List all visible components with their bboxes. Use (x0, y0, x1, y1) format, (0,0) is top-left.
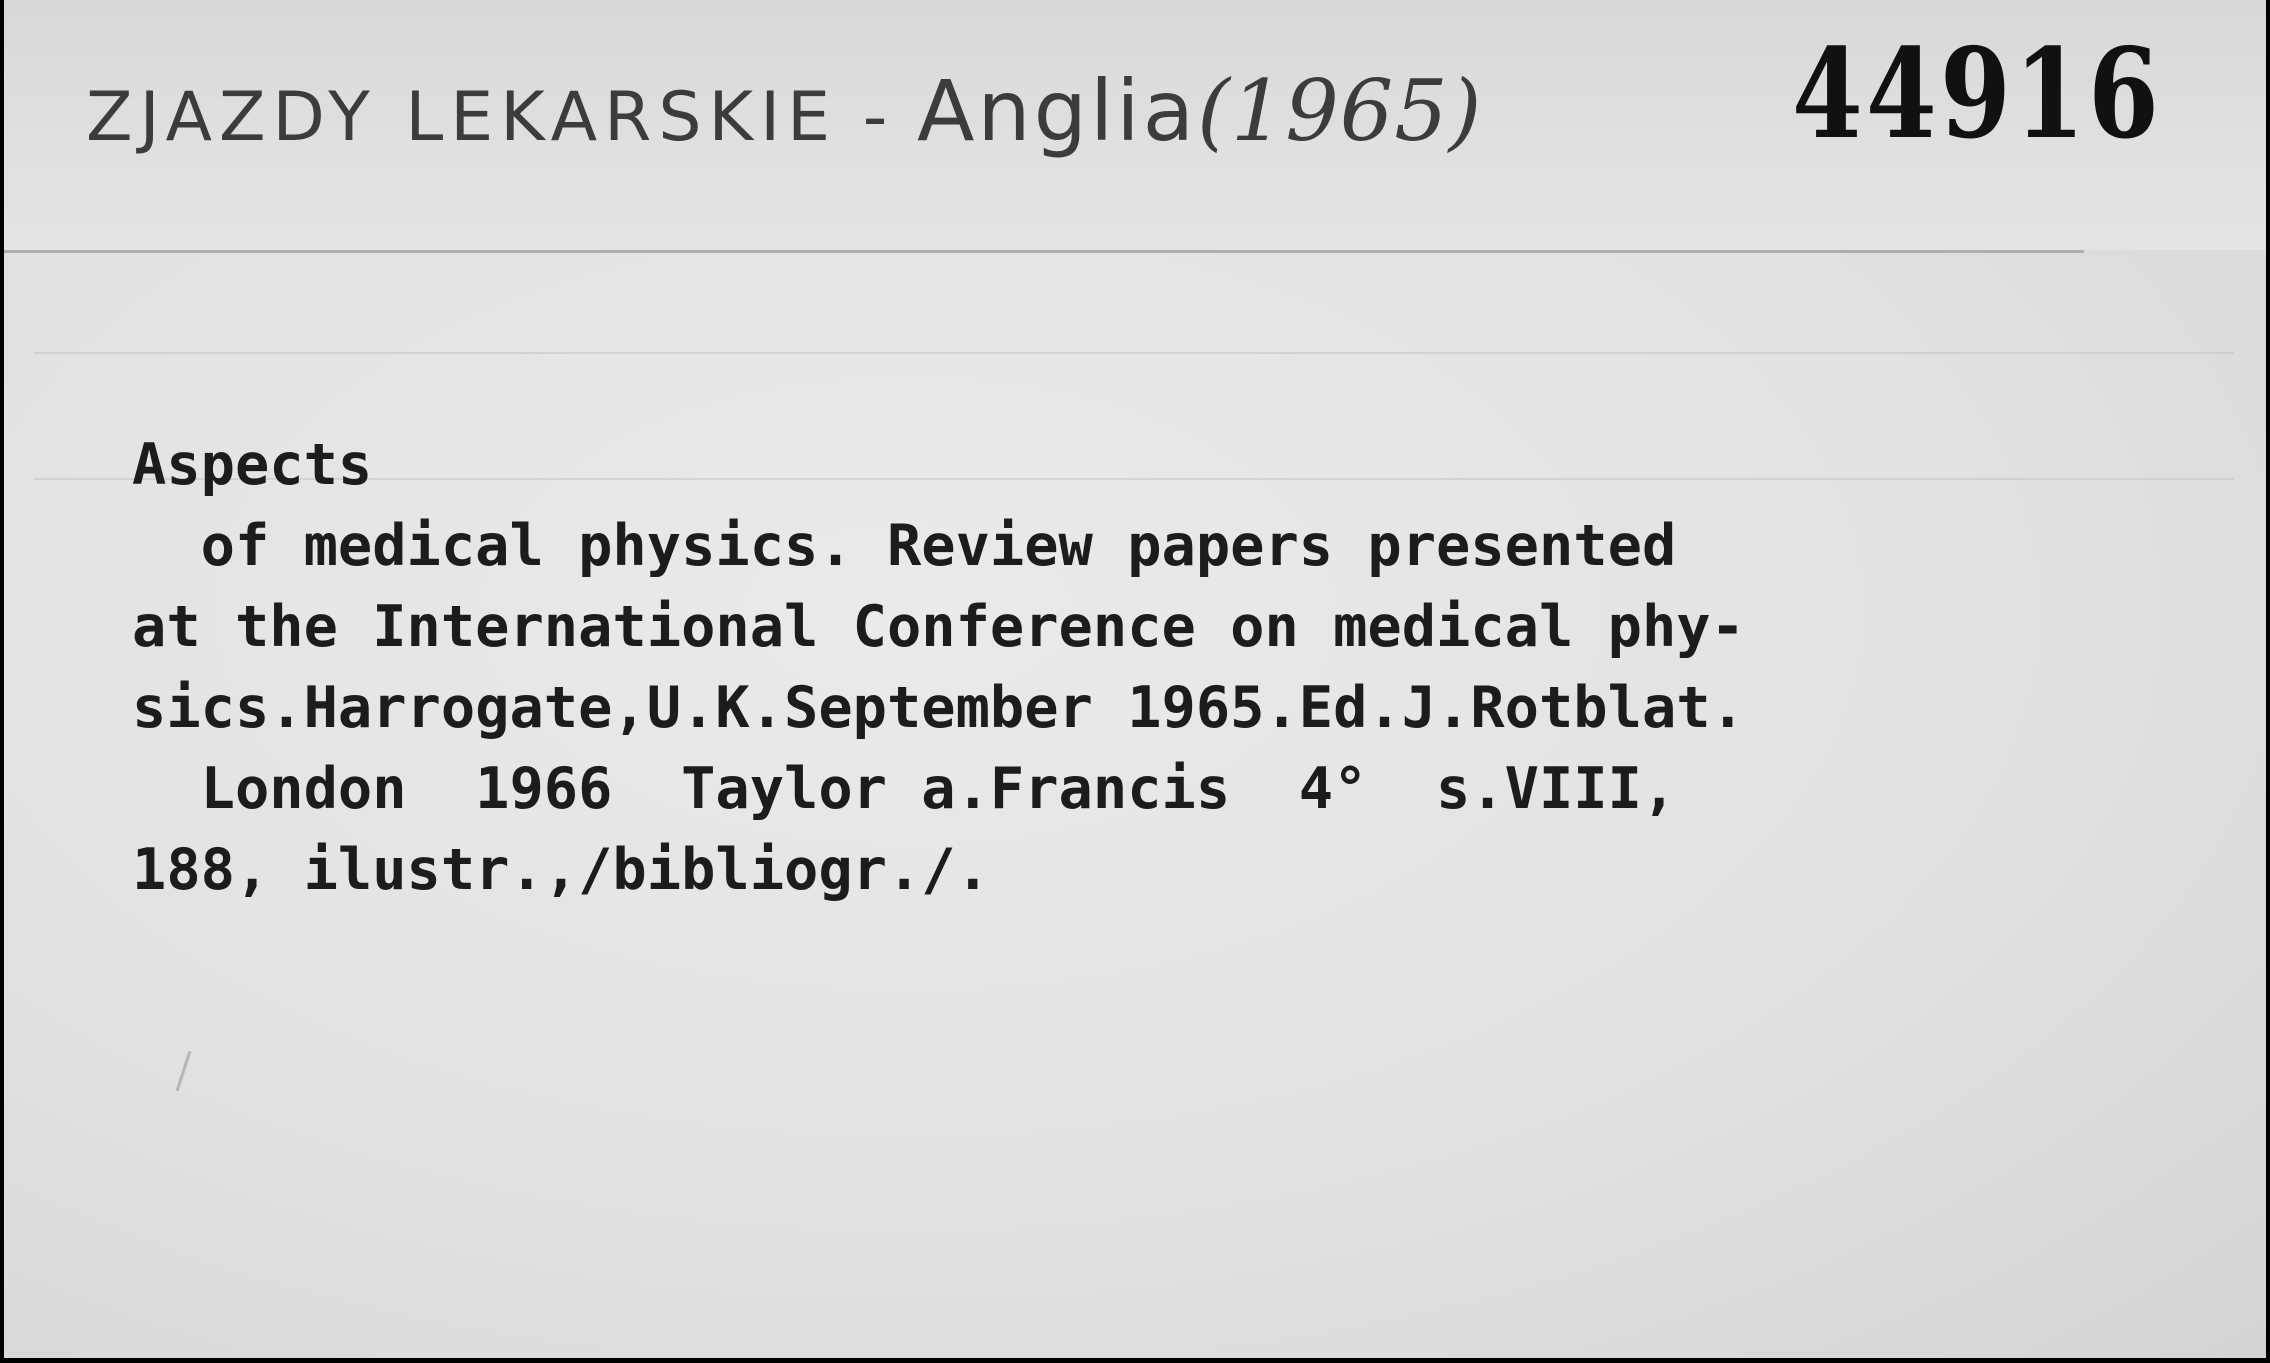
entry-line: London 1966 Taylor a.Francis 4° s.VIII, (132, 756, 1677, 822)
faint-ruling-line (34, 352, 2234, 354)
entry-line: 188, ilustr.,/bibliogr./. (132, 837, 990, 903)
pencil-mark (176, 1051, 192, 1092)
entry-title-lead: Aspects (132, 432, 373, 498)
heading-separator: - (862, 78, 892, 157)
entry-line: at the International Conference on medical phy- (132, 594, 1745, 660)
heading-year: (1965) (1197, 62, 1483, 160)
entry-line: of medical physics. Review papers presented (132, 513, 1677, 579)
catalog-number: 44916 (1792, 22, 2163, 167)
heading-country: Anglia (916, 62, 1198, 160)
entry-line: sics.Harrogate,U.K.September 1965.Ed.J.Rotblat. (132, 675, 1745, 741)
bibliographic-entry (132, 425, 1745, 911)
subject-heading (86, 62, 1482, 160)
heading-subject: ZJAZDY LEKARSKIE (86, 78, 838, 157)
header-rule (4, 250, 2084, 253)
catalog-card (4, 0, 2266, 1358)
